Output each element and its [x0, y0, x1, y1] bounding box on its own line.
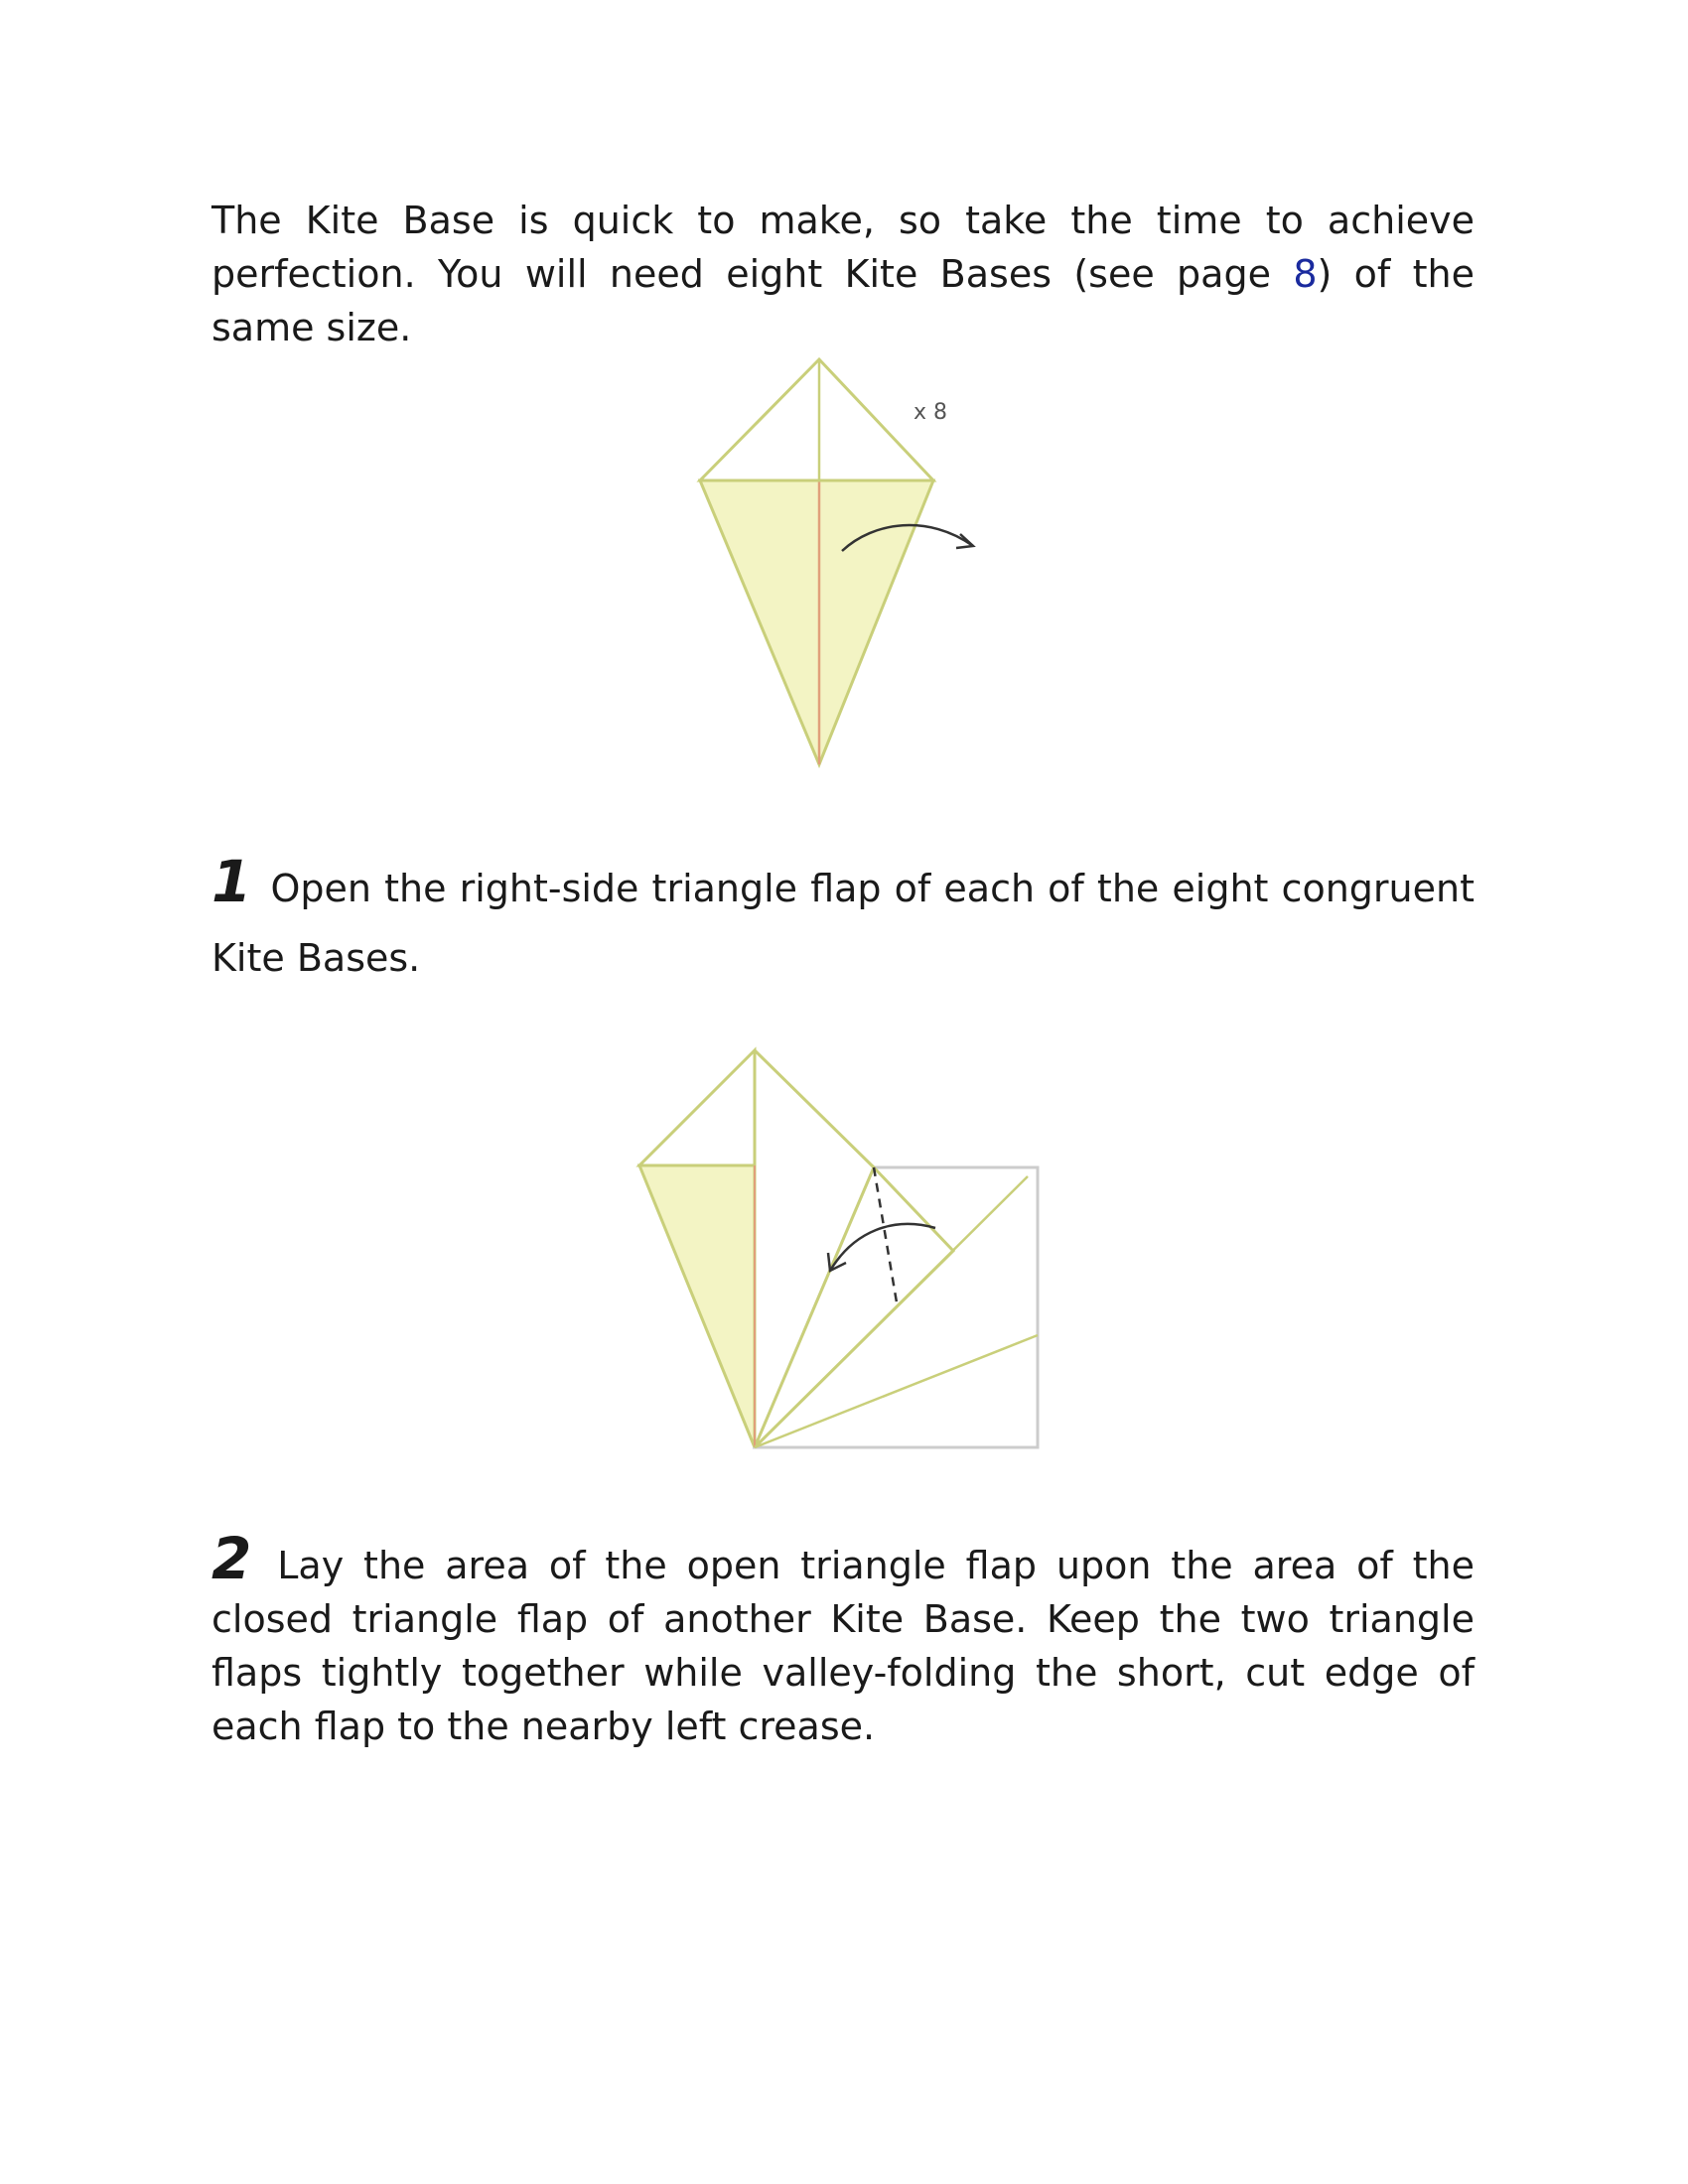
kite-upper-triangle — [700, 359, 933, 480]
step-2-text: Lay the area of the open triangle flap upon the area of the closed triangle flap of another Kite Base. Keep the two triangle flaps tightly together while valley-folding the short, cut edge of each flap to the nearby left crease. — [211, 1544, 1475, 1748]
quantity-label: x 8 — [914, 400, 948, 425]
step-1-text: Open the right-side triangle flap of each of the eight congruent Kite Bases. — [211, 867, 1475, 980]
step-2 — [211, 1525, 1475, 1753]
intro-paragraph — [211, 194, 1475, 354]
upper-left-triangle — [639, 1050, 755, 1165]
intro-text: The Kite Base is quick to make, so take the time to achieve perfection. You will need eight Kite Bases (see page — [211, 199, 1475, 296]
opened-kite-diagram — [616, 1032, 1053, 1469]
intro-text-end: ) of the same size. — [211, 252, 1475, 349]
kite-lower-flaps — [700, 480, 933, 764]
kite-base-diagram — [675, 347, 1013, 784]
upper-right-edge — [755, 1050, 874, 1167]
page-reference-link[interactable]: 8 — [1293, 252, 1318, 296]
step-1 — [211, 848, 1475, 993]
step-1-number: 1 — [211, 848, 252, 915]
step-2-number: 2 — [211, 1525, 252, 1592]
left-flap — [639, 1165, 755, 1447]
